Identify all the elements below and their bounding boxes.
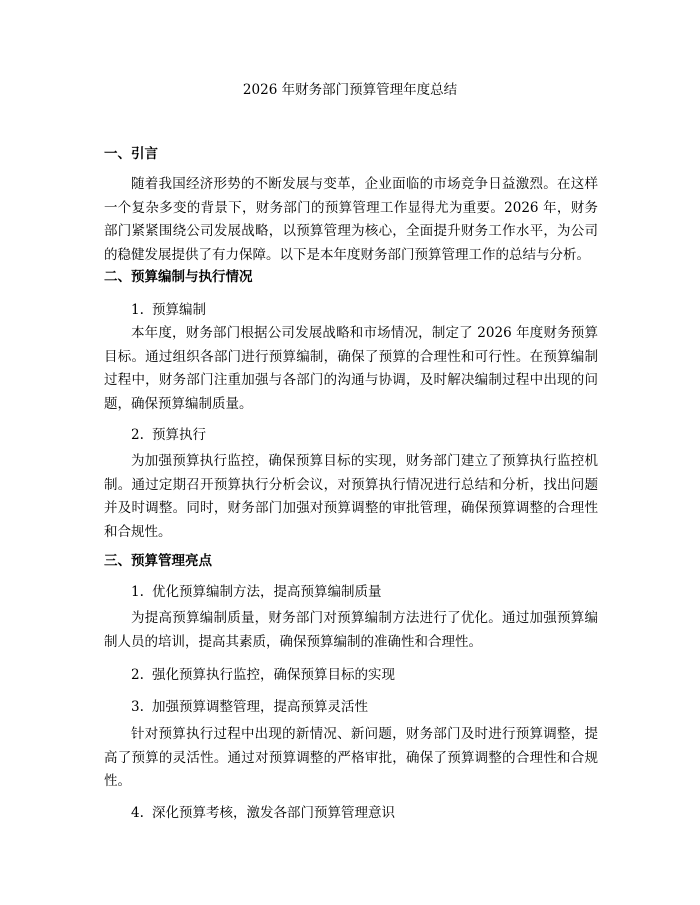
paragraph-introduction: 随着我国经济形势的不断发展与变革，企业面临的市场竞争日益激烈。在这样一个复杂多变的背景下，财务部门的预算管理工作显得尤为重要。2026 年，财务部门紧紧围绕公司发展战略，以预算管理为核心，全面提升财务工作水平，为公司的稳健发展提供了有力保障。以下是本年度财务部门预算管理工作的总结与分析。: [104, 176, 598, 263]
subheading-number: 2.: [131, 427, 144, 443]
subheading-label: 优化预算编制方法，提高预算编制质量: [152, 584, 382, 600]
section-heading-budget-highlights: 三、预算管理亮点: [104, 553, 212, 569]
subheading-number: 1.: [131, 302, 144, 318]
paragraph-adjustment-management: 针对预算执行过程中出现的新情况、新问题，财务部门及时进行预算调整，提高了预算的灵活性。通过对预算调整的严格审批，确保了预算调整的合理性和合规性。: [104, 726, 598, 789]
subheading-label: 深化预算考核，激发各部门预算管理意识: [152, 805, 395, 821]
subheading-strengthen-monitoring: [131, 666, 395, 684]
subheading-label: 加强预算调整管理，提高预算灵活性: [152, 699, 368, 715]
subheading-number: 2.: [131, 667, 144, 683]
paragraph-budget-execution: 为加强预算执行监控，确保预算目标的实现，财务部门建立了预算执行监控机制。通过定期召开预算执行分析会议，对预算执行情况进行总结和分析，找出问题并及时调整。同时，财务部门加强对预算调整的审批管理，确保预算调整的合理性和合规性。: [104, 453, 598, 540]
subheading-optimize-preparation: [131, 583, 382, 601]
subheading-label: 强化预算执行监控，确保预算目标的实现: [152, 667, 395, 683]
subheading-number: 1.: [131, 584, 144, 600]
section-heading-budget-preparation-execution: 二、预算编制与执行情况: [104, 269, 253, 285]
subheading-label: 预算执行: [152, 427, 206, 443]
subheading-label: 预算编制: [152, 302, 206, 318]
document-title: 2026 年财务部门预算管理年度总结: [242, 82, 458, 98]
subheading-budget-preparation: [131, 301, 206, 319]
subheading-number: 4.: [131, 805, 144, 821]
paragraph-budget-preparation: 本年度，财务部门根据公司发展战略和市场情况，制定了 2026 年度财务预算目标。通过组织各部门进行预算编制，确保了预算的合理性和可行性。在预算编制过程中，财务部门注重加强与各部门的沟通与协调，及时解决编制过程中出现的问题，确保预算编制质量。: [104, 325, 598, 412]
subheading-adjustment-management: [131, 698, 368, 716]
subheading-budget-execution: [131, 426, 206, 444]
paragraph-optimize-preparation: 为提高预算编制质量，财务部门对预算编制方法进行了优化。通过加强预算编制人员的培训，提高其素质，确保预算编制的准确性和合理性。: [104, 610, 598, 650]
subheading-number: 3.: [131, 699, 144, 715]
subheading-deepen-assessment: [131, 804, 395, 822]
section-heading-introduction: 一、引言: [104, 146, 158, 162]
